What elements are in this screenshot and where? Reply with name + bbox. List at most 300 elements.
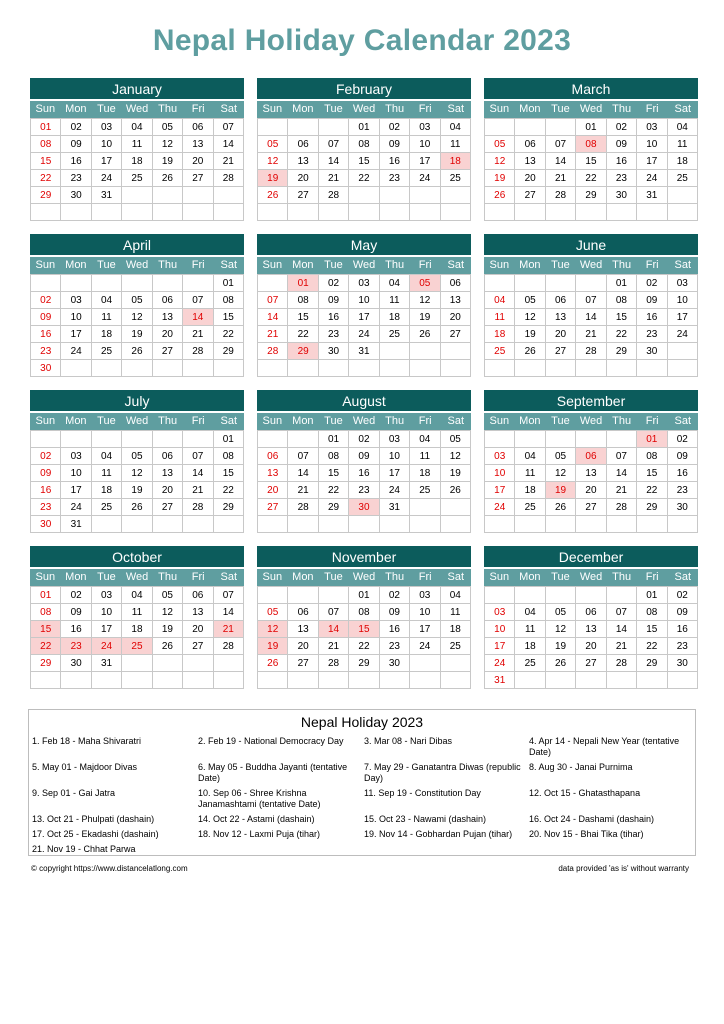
day-cell <box>515 360 545 377</box>
weekday-label: Wed <box>579 571 603 583</box>
day-cell: 05 <box>515 292 545 309</box>
day-cell: 23 <box>667 638 697 655</box>
day-cell <box>410 672 440 689</box>
week-row <box>31 604 244 621</box>
day-cell: 03 <box>410 587 440 604</box>
weekday-label: Wed <box>125 259 149 271</box>
day-cell: 16 <box>31 326 61 343</box>
day-cell: 19 <box>440 465 470 482</box>
day-cell: 25 <box>485 343 515 360</box>
weekday-label: Tue <box>324 259 343 271</box>
day-cell <box>183 431 213 448</box>
day-cell <box>349 204 379 221</box>
weekday-header <box>30 569 244 586</box>
day-cell: 19 <box>122 482 152 499</box>
weekday-label: Fri <box>418 415 432 427</box>
day-cell: 03 <box>667 275 697 292</box>
day-cell: 23 <box>637 326 667 343</box>
day-cell: 07 <box>183 448 213 465</box>
day-cell: 23 <box>318 326 348 343</box>
day-cell: 04 <box>440 587 470 604</box>
days-table <box>484 586 698 689</box>
weekday-label: Sun <box>489 415 510 427</box>
weekday-label: Thu <box>612 415 632 427</box>
weekday-label: Thu <box>612 259 632 271</box>
weekday-label: Sun <box>262 103 283 115</box>
week-row <box>485 448 698 465</box>
day-cell: 15 <box>318 465 348 482</box>
day-cell: 23 <box>349 482 379 499</box>
day-cell: 28 <box>318 187 348 204</box>
day-cell: 30 <box>606 187 636 204</box>
day-cell: 30 <box>667 655 697 672</box>
week-row <box>485 360 698 377</box>
weekday-header <box>257 569 471 586</box>
day-cell <box>545 360 575 377</box>
day-cell: 10 <box>91 136 121 153</box>
day-cell <box>258 672 288 689</box>
day-cell: 22 <box>349 170 379 187</box>
day-cell: 26 <box>410 326 440 343</box>
weekday-label: Wed <box>352 571 376 583</box>
day-cell: 19 <box>545 638 575 655</box>
week-row <box>485 482 698 499</box>
month-name: February <box>257 78 471 99</box>
day-cell: 08 <box>318 448 348 465</box>
days-table <box>257 430 471 533</box>
day-cell <box>485 431 515 448</box>
week-row <box>485 204 698 221</box>
week-row <box>485 292 698 309</box>
week-row <box>31 499 244 516</box>
weekday-label: Wed <box>579 415 603 427</box>
day-cell: 12 <box>152 136 182 153</box>
day-cell: 11 <box>91 309 121 326</box>
day-cell: 28 <box>213 638 243 655</box>
day-cell: 22 <box>349 638 379 655</box>
day-cell: 03 <box>485 448 515 465</box>
day-cell: 11 <box>440 604 470 621</box>
day-cell: 17 <box>91 621 121 638</box>
day-cell <box>637 204 667 221</box>
day-cell: 13 <box>545 309 575 326</box>
day-cell: 11 <box>379 292 409 309</box>
day-cell: 18 <box>91 326 121 343</box>
day-cell: 09 <box>61 604 91 621</box>
day-cell: 27 <box>440 326 470 343</box>
week-row <box>258 343 471 360</box>
day-cell <box>152 516 182 533</box>
day-cell <box>91 516 121 533</box>
week-row <box>31 292 244 309</box>
month-december <box>484 546 698 689</box>
day-cell <box>515 431 545 448</box>
day-cell: 08 <box>213 292 243 309</box>
weekday-label: Wed <box>125 571 149 583</box>
weekday-label: Wed <box>125 103 149 115</box>
day-cell <box>410 499 440 516</box>
days-table <box>30 586 244 689</box>
weekday-header <box>484 101 698 118</box>
day-cell: 06 <box>152 448 182 465</box>
holiday-item: 15. Oct 23 - Nawami (dashain) <box>364 814 487 824</box>
day-cell <box>152 360 182 377</box>
day-cell: 07 <box>183 292 213 309</box>
weekday-label: Mon <box>292 415 314 427</box>
day-cell <box>183 187 213 204</box>
day-cell: 09 <box>379 604 409 621</box>
day-cell <box>288 204 318 221</box>
day-cell <box>258 431 288 448</box>
weekday-label: Wed <box>352 415 376 427</box>
day-cell <box>152 431 182 448</box>
weekday-label: Wed <box>352 103 376 115</box>
day-cell: 30 <box>379 655 409 672</box>
day-cell <box>213 672 243 689</box>
day-cell: 28 <box>213 170 243 187</box>
weekday-label: Mon <box>292 103 314 115</box>
week-row <box>31 309 244 326</box>
week-row <box>31 482 244 499</box>
day-cell: 23 <box>31 343 61 360</box>
day-cell: 22 <box>637 638 667 655</box>
holiday-item: 5. May 01 - Majdoor Divas <box>32 762 138 772</box>
day-cell: 11 <box>91 465 121 482</box>
day-cell: 06 <box>576 604 606 621</box>
day-cell: 05 <box>545 448 575 465</box>
week-row <box>258 672 471 689</box>
day-cell: 03 <box>91 119 121 136</box>
day-cell: 31 <box>91 655 121 672</box>
week-row <box>31 465 244 482</box>
day-cell: 29 <box>288 343 318 360</box>
day-cell: 13 <box>183 604 213 621</box>
day-cell: 01 <box>576 119 606 136</box>
weekday-label: Sat <box>220 259 238 271</box>
day-cell: 04 <box>122 587 152 604</box>
day-cell: 30 <box>61 187 91 204</box>
copyright-text: © copyright https://www.distancelatlong.com <box>31 864 188 873</box>
week-row <box>258 309 471 326</box>
day-cell <box>485 360 515 377</box>
day-cell <box>485 275 515 292</box>
day-cell <box>606 587 636 604</box>
day-cell: 26 <box>440 482 470 499</box>
day-cell: 03 <box>349 275 379 292</box>
day-cell: 27 <box>576 655 606 672</box>
day-cell: 26 <box>152 638 182 655</box>
day-cell: 27 <box>545 343 575 360</box>
day-cell: 29 <box>576 187 606 204</box>
weekday-label: Sun <box>262 571 283 583</box>
week-row <box>258 448 471 465</box>
day-cell: 21 <box>606 638 636 655</box>
weekday-label: Sat <box>447 259 465 271</box>
day-cell <box>318 516 348 533</box>
day-cell: 28 <box>318 655 348 672</box>
day-cell <box>667 343 697 360</box>
day-cell: 16 <box>667 465 697 482</box>
day-cell: 17 <box>91 153 121 170</box>
day-cell <box>667 672 697 689</box>
month-name: August <box>257 390 471 411</box>
holiday-item: 12. Oct 15 - Ghatasthapana <box>529 788 641 798</box>
day-cell: 02 <box>31 292 61 309</box>
day-cell: 07 <box>606 604 636 621</box>
week-row <box>258 604 471 621</box>
month-april <box>30 234 244 377</box>
weekday-label: Sun <box>262 259 283 271</box>
day-cell <box>576 431 606 448</box>
day-cell: 23 <box>61 170 91 187</box>
day-cell: 26 <box>258 187 288 204</box>
week-row <box>31 448 244 465</box>
month-name: July <box>30 390 244 411</box>
day-cell: 11 <box>410 448 440 465</box>
day-cell: 31 <box>61 516 91 533</box>
weekday-label: Thu <box>385 571 405 583</box>
day-cell: 20 <box>576 482 606 499</box>
weekday-label: Tue <box>324 571 343 583</box>
day-cell <box>379 516 409 533</box>
day-cell: 18 <box>667 153 697 170</box>
day-cell <box>410 187 440 204</box>
holiday-item: 14. Oct 22 - Astami (dashain) <box>198 814 315 824</box>
week-row <box>485 655 698 672</box>
day-cell: 05 <box>485 136 515 153</box>
day-cell <box>183 516 213 533</box>
weekday-label: Fri <box>191 415 205 427</box>
day-cell: 01 <box>349 587 379 604</box>
day-cell: 02 <box>606 119 636 136</box>
weekday-label: Tue <box>97 571 116 583</box>
day-cell: 12 <box>258 621 288 638</box>
day-cell: 17 <box>61 482 91 499</box>
day-cell: 27 <box>152 499 182 516</box>
holiday-item: 17. Oct 25 - Ekadashi (dashain) <box>32 829 159 839</box>
day-cell: 10 <box>379 448 409 465</box>
week-row <box>485 499 698 516</box>
day-cell <box>485 204 515 221</box>
holiday-section-title: Nepal Holiday 2023 <box>300 714 424 730</box>
day-cell <box>515 587 545 604</box>
week-row <box>485 621 698 638</box>
day-cell <box>606 672 636 689</box>
weekday-label: Tue <box>97 103 116 115</box>
day-cell: 31 <box>485 672 515 689</box>
day-cell: 24 <box>61 343 91 360</box>
day-cell <box>440 204 470 221</box>
weekday-label: Fri <box>191 103 205 115</box>
month-august <box>257 390 471 533</box>
weekday-label: Fri <box>191 571 205 583</box>
day-cell: 29 <box>318 499 348 516</box>
day-cell <box>440 655 470 672</box>
day-cell <box>122 360 152 377</box>
month-name: April <box>30 234 244 255</box>
day-cell <box>91 204 121 221</box>
day-cell: 30 <box>31 360 61 377</box>
week-row <box>258 326 471 343</box>
day-cell: 30 <box>61 655 91 672</box>
day-cell <box>91 360 121 377</box>
day-cell <box>91 431 121 448</box>
day-cell <box>91 275 121 292</box>
day-cell: 14 <box>318 153 348 170</box>
week-row <box>31 343 244 360</box>
day-cell <box>183 360 213 377</box>
day-cell: 08 <box>637 604 667 621</box>
day-cell: 24 <box>485 655 515 672</box>
day-cell <box>258 119 288 136</box>
day-cell: 31 <box>91 187 121 204</box>
day-cell: 13 <box>258 465 288 482</box>
day-cell: 07 <box>606 448 636 465</box>
week-row <box>31 119 244 136</box>
day-cell <box>122 655 152 672</box>
day-cell: 26 <box>545 499 575 516</box>
day-cell: 20 <box>152 482 182 499</box>
week-row <box>258 587 471 604</box>
weekday-header <box>30 413 244 430</box>
day-cell: 13 <box>152 465 182 482</box>
day-cell <box>440 516 470 533</box>
day-cell <box>410 655 440 672</box>
day-cell <box>485 119 515 136</box>
day-cell: 19 <box>258 638 288 655</box>
day-cell: 06 <box>288 136 318 153</box>
day-cell: 11 <box>440 136 470 153</box>
day-cell: 12 <box>258 153 288 170</box>
day-cell: 29 <box>31 187 61 204</box>
holiday-item: 19. Nov 14 - Gobhardan Pujan (tihar) <box>364 829 513 839</box>
holiday-item: 6. May 05 - Buddha Jayanti (tentative Date) <box>198 762 348 783</box>
weekday-label: Sun <box>35 103 56 115</box>
day-cell: 07 <box>318 136 348 153</box>
day-cell: 24 <box>61 499 91 516</box>
weekday-label: Thu <box>612 571 632 583</box>
day-cell: 24 <box>637 170 667 187</box>
month-name: September <box>484 390 698 411</box>
day-cell: 02 <box>637 275 667 292</box>
day-cell: 26 <box>485 187 515 204</box>
day-cell <box>440 343 470 360</box>
day-cell: 05 <box>152 587 182 604</box>
day-cell: 15 <box>637 621 667 638</box>
weekday-label: Mon <box>519 571 541 583</box>
weekday-label: Tue <box>551 415 570 427</box>
day-cell: 09 <box>606 136 636 153</box>
day-cell: 09 <box>61 136 91 153</box>
day-cell: 15 <box>288 309 318 326</box>
day-cell: 05 <box>258 604 288 621</box>
day-cell: 01 <box>318 431 348 448</box>
day-cell: 14 <box>318 621 348 638</box>
day-cell: 04 <box>91 292 121 309</box>
day-cell: 15 <box>349 621 379 638</box>
day-cell: 24 <box>667 326 697 343</box>
day-cell: 13 <box>183 136 213 153</box>
week-row <box>258 516 471 533</box>
day-cell: 12 <box>515 309 545 326</box>
day-cell: 20 <box>258 482 288 499</box>
day-cell <box>318 204 348 221</box>
day-cell: 25 <box>410 482 440 499</box>
day-cell: 06 <box>152 292 182 309</box>
weekday-header <box>257 413 471 430</box>
day-cell <box>61 431 91 448</box>
day-cell <box>213 516 243 533</box>
week-row <box>258 119 471 136</box>
day-cell <box>667 187 697 204</box>
day-cell: 25 <box>91 499 121 516</box>
week-row <box>31 187 244 204</box>
day-cell: 08 <box>637 448 667 465</box>
day-cell: 20 <box>183 621 213 638</box>
week-row <box>485 587 698 604</box>
day-cell: 30 <box>637 343 667 360</box>
weekday-label: Sun <box>35 415 56 427</box>
days-table <box>30 274 244 377</box>
weekday-label: Mon <box>65 103 87 115</box>
day-cell: 22 <box>213 482 243 499</box>
day-cell: 30 <box>31 516 61 533</box>
weekday-header <box>257 101 471 118</box>
day-cell <box>61 204 91 221</box>
weekday-label: Sun <box>489 259 510 271</box>
day-cell: 04 <box>667 119 697 136</box>
day-cell: 06 <box>440 275 470 292</box>
week-row <box>258 275 471 292</box>
day-cell <box>258 275 288 292</box>
day-cell: 26 <box>122 499 152 516</box>
weekday-label: Wed <box>579 103 603 115</box>
day-cell: 16 <box>31 482 61 499</box>
day-cell: 29 <box>213 499 243 516</box>
day-cell <box>349 516 379 533</box>
week-row <box>485 465 698 482</box>
day-cell: 10 <box>91 604 121 621</box>
day-cell: 10 <box>61 465 91 482</box>
day-cell <box>410 516 440 533</box>
day-cell: 23 <box>606 170 636 187</box>
day-cell: 12 <box>122 465 152 482</box>
day-cell: 06 <box>183 587 213 604</box>
day-cell: 21 <box>213 153 243 170</box>
day-cell: 07 <box>576 292 606 309</box>
month-name: June <box>484 234 698 255</box>
day-cell: 13 <box>152 309 182 326</box>
week-row <box>31 516 244 533</box>
day-cell <box>152 655 182 672</box>
day-cell: 06 <box>288 604 318 621</box>
day-cell: 14 <box>213 136 243 153</box>
week-row <box>258 292 471 309</box>
day-cell: 05 <box>152 119 182 136</box>
day-cell: 24 <box>91 638 121 655</box>
day-cell: 14 <box>545 153 575 170</box>
day-cell: 19 <box>545 482 575 499</box>
day-cell: 05 <box>122 448 152 465</box>
day-cell: 28 <box>258 343 288 360</box>
day-cell <box>91 672 121 689</box>
day-cell: 16 <box>349 465 379 482</box>
day-cell <box>637 360 667 377</box>
weekday-label: Fri <box>645 415 659 427</box>
day-cell: 29 <box>637 655 667 672</box>
day-cell: 23 <box>379 170 409 187</box>
weekday-label: Wed <box>579 259 603 271</box>
